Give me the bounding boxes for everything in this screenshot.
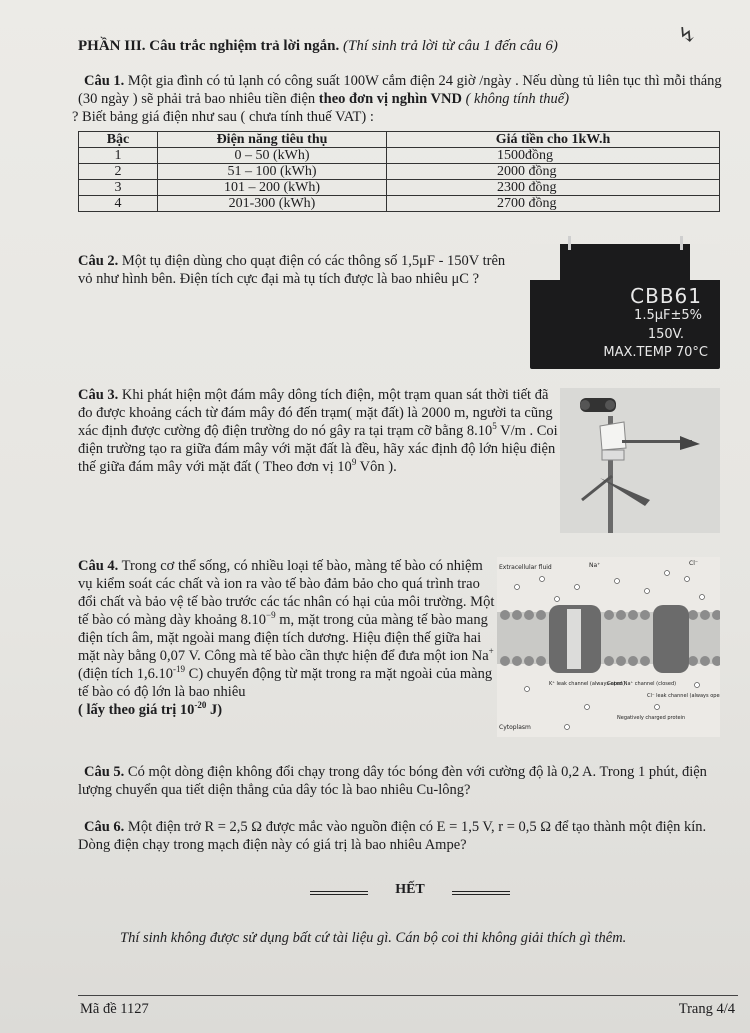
question-3-text-b: V/m . Coi điện trường tạo ra giữa đám mây với mặt đất là đều, hãy xác định độ lớn hiệu điện thế giữa đám mây với mặt đất ( Theo đơn vị 10 (78, 423, 558, 475)
tier-cell: 3 (79, 180, 158, 196)
header-tier: Bậc (79, 132, 158, 148)
capacitor-capacitance: 1.5μF±5% (634, 308, 702, 323)
question-6 (78, 818, 738, 854)
question-4-text-b: m, mặt trong của màng tế bào mang điện tích âm, mặt ngoài mang điện tích dương. Hiệu điện thế giữa hai mặt này bằng 0,07 V. Công mà tế bào cần thực hiện để đưa một ion Na (78, 612, 489, 664)
price-cell: 1500đồng (387, 148, 720, 164)
question-1 (72, 72, 738, 126)
price-cell: 2700 đồng (387, 196, 720, 212)
question-3-exp-b: 9 (351, 457, 357, 468)
question-1-tax-note: ( không tính thuế) (465, 91, 570, 107)
question-1-label: Câu 1. (84, 73, 125, 89)
price-table (78, 131, 720, 212)
table-row (79, 196, 720, 212)
section-title (78, 38, 558, 55)
capacitor-model: CBB61 (630, 284, 702, 308)
weather-station-drawing (560, 388, 720, 533)
tier-cell: 1 (79, 148, 158, 164)
question-4-note-exp: -20 (194, 700, 207, 711)
label-cytoplasm: Cytoplasm (499, 724, 531, 731)
capacitor-lead (568, 236, 571, 250)
table-row (79, 180, 720, 196)
question-1-unit: theo đơn vị nghìn VND (318, 91, 462, 107)
capacitor-notch-left (530, 244, 560, 280)
question-4-note-end: J) (206, 702, 223, 718)
question-6-text: Một điện trở R = 2,5 Ω được mắc vào nguồn điện có E = 1,5 V, r = 0,5 Ω để tạo thành một điện kín. Dòng điện chạy trong mạch điện này có giá trị là bao nhiêu Ampe? (78, 819, 707, 853)
header-consumption: Điện năng tiêu thụ (158, 132, 387, 148)
question-4-exp-c: -19 (173, 664, 186, 675)
end-marker: HẾT (310, 882, 510, 898)
capacitor-image (530, 244, 720, 369)
capacitor-lead (680, 236, 683, 250)
handwritten-mark: ↯ (674, 20, 700, 49)
consumption-cell: 51 – 100 (kWh) (158, 164, 387, 180)
question-4-note (78, 702, 222, 718)
question-2 (78, 252, 518, 288)
question-4-label: Câu 4. (78, 558, 119, 574)
question-6-label: Câu 6. (84, 819, 125, 835)
capacitor-notch-right (690, 244, 720, 280)
page-number: Trang 4/4 (678, 1001, 735, 1017)
question-3-exp-a: 5 (492, 421, 497, 432)
question-4-text-a: Trong cơ thể sống, có nhiều loại tế bào, màng tế bào có nhiệm vụ kiểm soát các chất và ion ra vào tế bào đảm bảo cho quá trình trao đổi chất và bảo vệ tế bào trước các tác nhân có hại của môi trường. Một tế bào có màng dày khoảng 8.10 (78, 558, 495, 628)
label-k-channel: K⁺ leak channel (always open) (549, 681, 626, 687)
weather-station-image (560, 388, 720, 533)
question-4-text-c: (điện tích 1,6.10 (78, 666, 174, 682)
capacitor-voltage: 150V. (647, 327, 684, 342)
table-row (79, 148, 720, 164)
price-table-header (79, 132, 720, 148)
question-2-label: Câu 2. (78, 253, 119, 269)
section-heading: PHẦN III. Câu trắc nghiệm trả lời ngắn. (78, 38, 340, 54)
label-gated-na: Gated Na⁺ channel (closed) (607, 681, 677, 687)
consumption-cell: 201-300 (kWh) (158, 196, 387, 212)
table-row (79, 164, 720, 180)
question-3-text-c: Vôn ). (356, 459, 397, 475)
question-3-label: Câu 3. (78, 387, 119, 403)
label-cl: Cl⁻ (689, 560, 699, 567)
question-3 (78, 386, 558, 476)
question-4 (78, 557, 498, 719)
price-cell: 2300 đồng (387, 180, 720, 196)
label-protein: Negatively charged protein (617, 715, 686, 721)
question-5-text: Có một dòng điện không đổi chạy trong dây tóc bóng đèn với cường độ là 0,2 A. Trong 1 phút, điện lượng chuyển qua tiết diện thẳng của dây tóc là bao nhiêu Cu-lông? (78, 764, 707, 798)
label-cl-channel: Cl⁻ leak channel (always open) (647, 693, 720, 699)
question-3-text-a: Khi phát hiện một đám mây dông tích điện, một trạm quan sát thời tiết đã đo được khoảng cách từ đám mây đó đến trạm( mặt đất) là 2000 m, người ta cũng xác định được cường độ điện trường do nó gây ra tại trạm cỡ bằng 8.10 (78, 387, 553, 439)
price-cell: 2000 đồng (387, 164, 720, 180)
consumption-cell: 101 – 200 (kWh) (158, 180, 387, 196)
question-4-note-text: ( lấy theo giá trị 10 (78, 702, 195, 718)
header-price: Giá tiền cho 1kW.h (387, 132, 720, 148)
tier-cell: 2 (79, 164, 158, 180)
label-extracellular: Extracellular fluid (499, 564, 552, 571)
capacitor-temp: MAX.TEMP 70°C (603, 345, 708, 360)
exam-code: Mã đề 1127 (80, 1001, 149, 1017)
cell-membrane-drawing (497, 557, 720, 737)
consumption-cell: 0 – 50 (kWh) (158, 148, 387, 164)
cell-membrane-image (497, 557, 720, 737)
question-5 (78, 763, 738, 799)
question-1-text: Một gia đình có tủ lạnh có công suất 100W cắm điện 24 giờ /ngày . Nếu dùng tủ liên tục thì mỗi tháng (30 ngày ) sẽ phải trả bao nhiêu tiền điện (78, 73, 722, 107)
label-na: Na⁺ (589, 562, 601, 569)
question-4-exp-a: −9 (266, 610, 276, 621)
question-4-exp-b: + (488, 646, 494, 657)
question-5-label: Câu 5. (84, 764, 125, 780)
question-4-text-d: C) chuyển động từ mặt trong ra mặt ngoài của màng tế bào có độ lớn là bao nhiêu (78, 666, 493, 700)
question-1-table-intro: ? Biết bảng giá điện như sau ( chưa tính thuế VAT) : (72, 109, 374, 125)
footer-divider (78, 995, 738, 996)
footer-note: Thí sinh không được sử dụng bất cứ tài liệu gì. Cán bộ coi thi không giải thích gì thêm. (120, 930, 627, 946)
question-2-text: Một tụ điện dùng cho quạt điện có các thông số 1,5μF - 150V trên vỏ như hình bên. Điện tích cực đại mà tụ tích được là bao nhiêu μC ? (78, 253, 506, 287)
section-instruction: (Thí sinh trả lời từ câu 1 đến câu 6) (342, 38, 558, 54)
tier-cell: 4 (79, 196, 158, 212)
